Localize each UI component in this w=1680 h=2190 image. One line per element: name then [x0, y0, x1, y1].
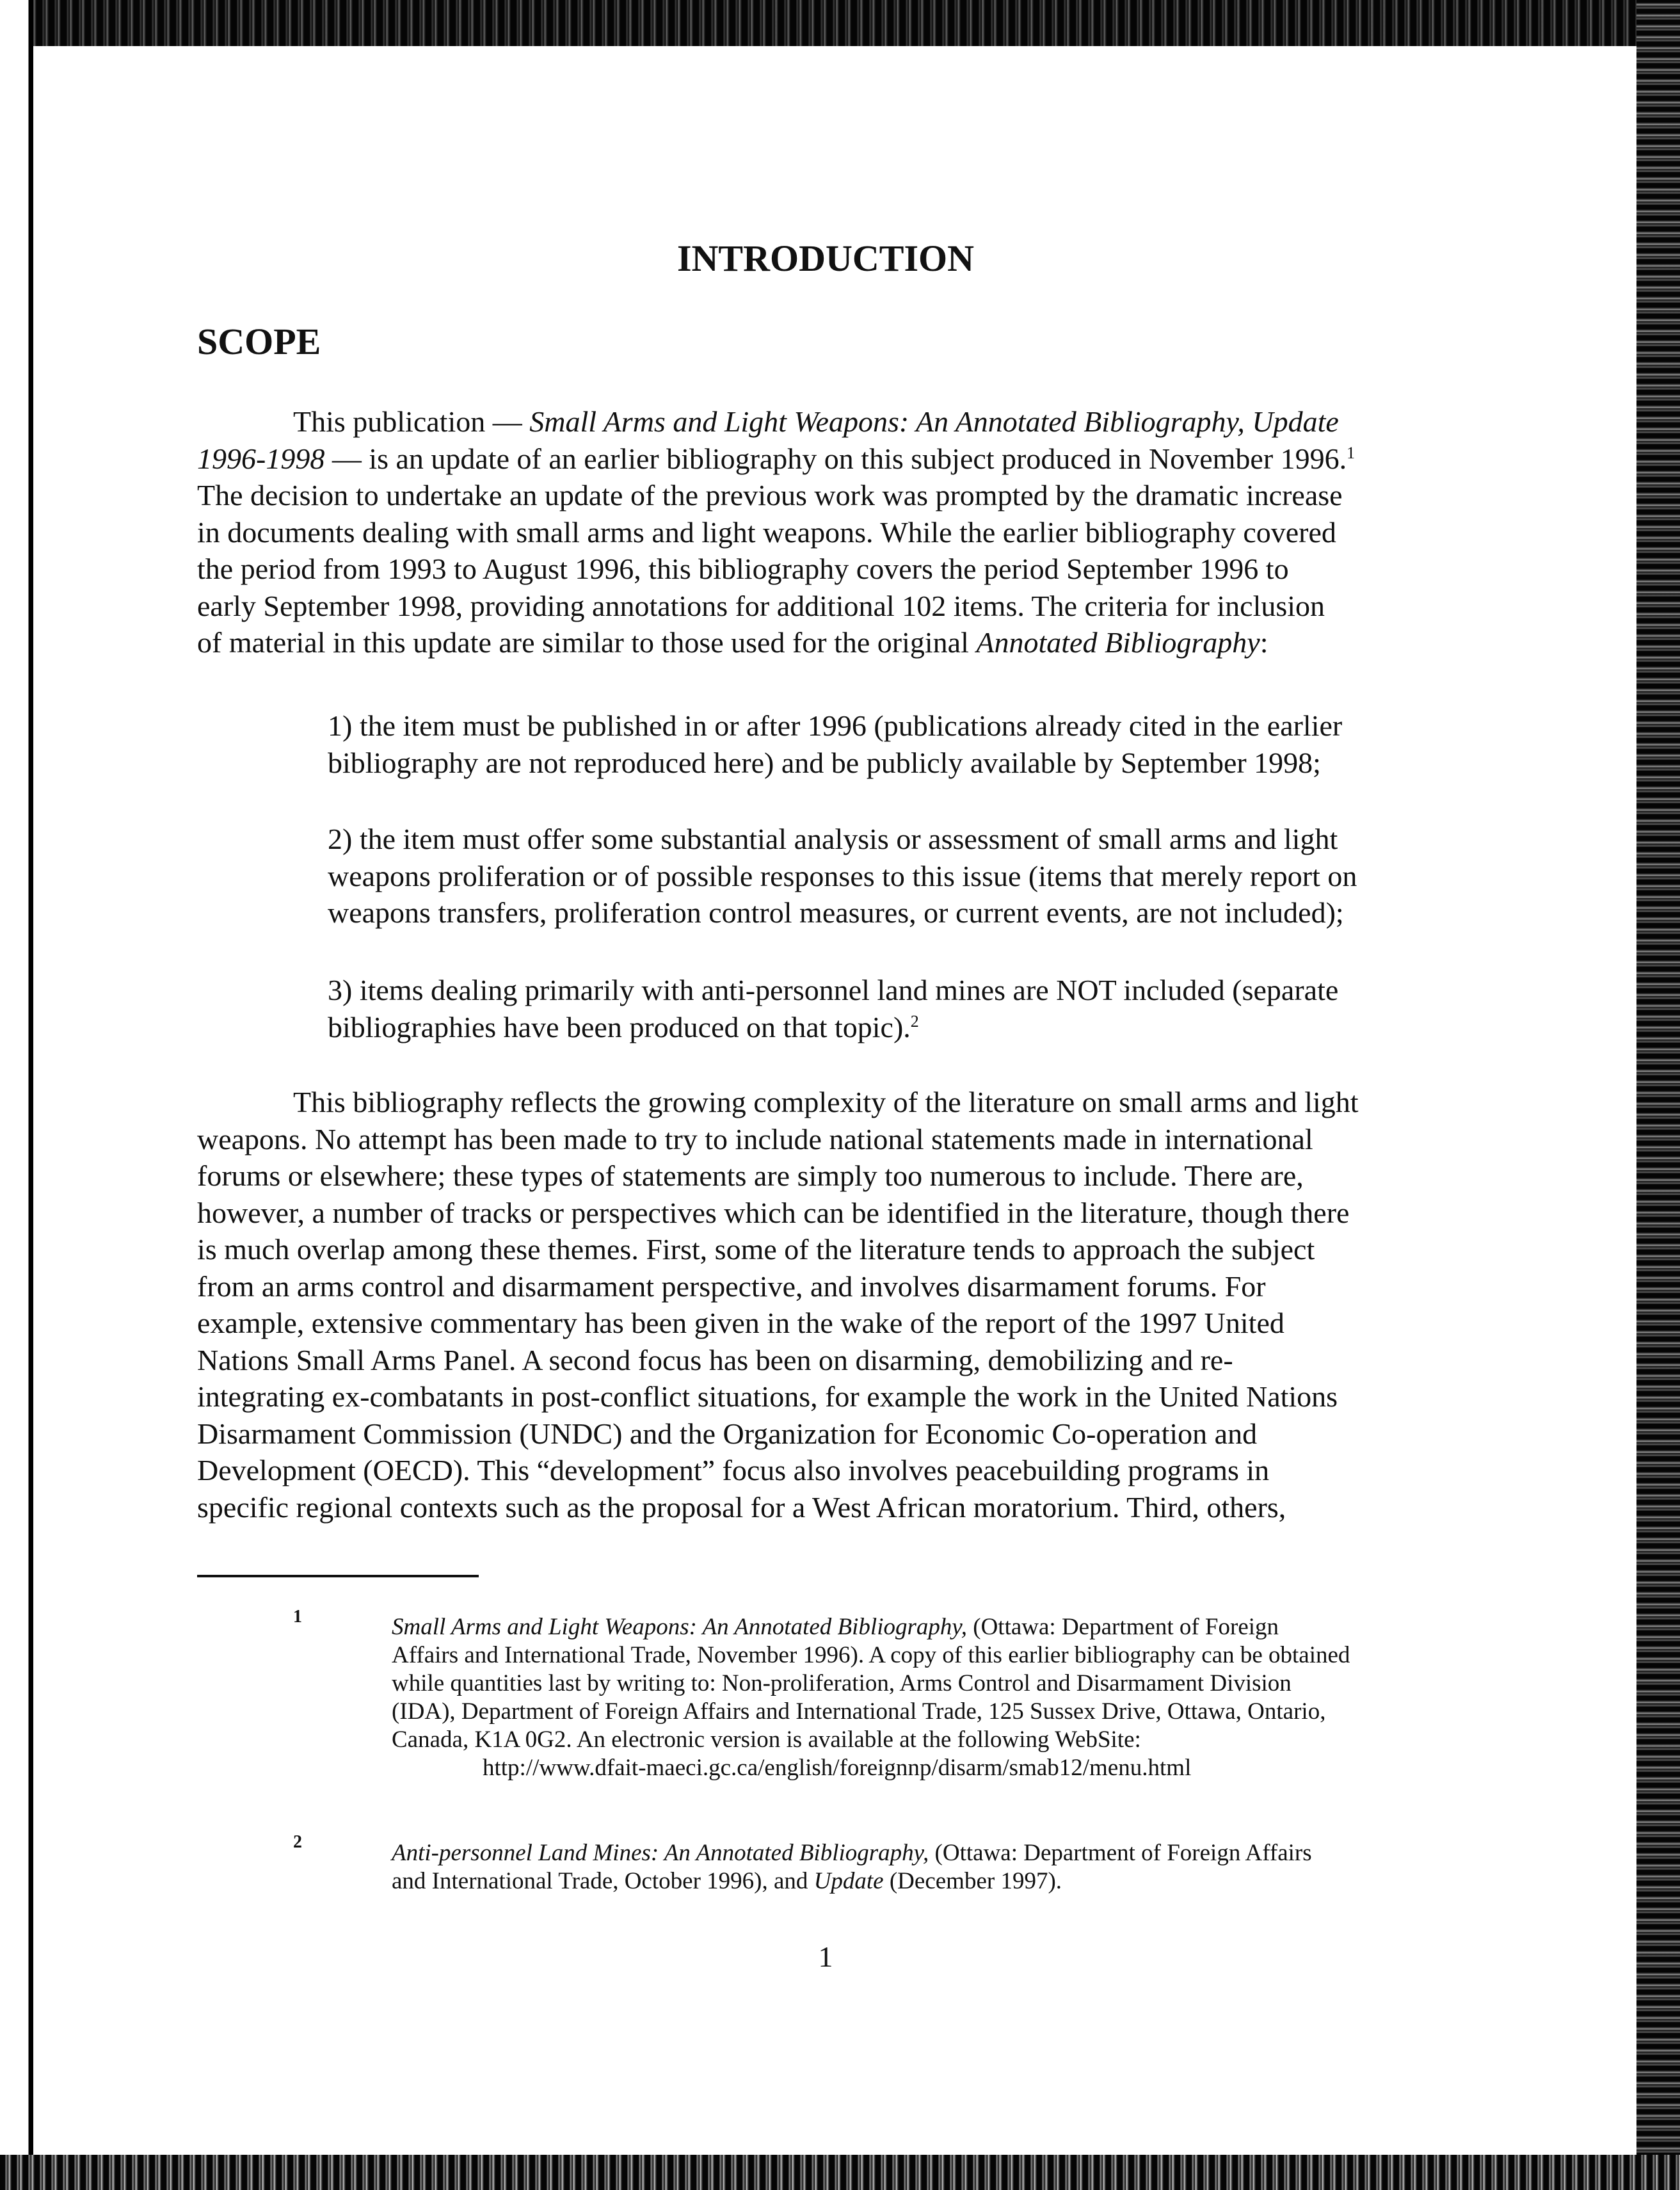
paragraph-line: however, a number of tracks or perspectives which can be identified in the literature, though there — [197, 1196, 1350, 1229]
publication-years: 1996-1998 — [197, 442, 325, 475]
paragraph-line: forums or elsewhere; these types of statements are simply too numerous to include. There are, — [197, 1159, 1304, 1192]
footnote-url[interactable]: http://www.dfait-maeci.gc.ca/english/foreignnp/disarm/smab12/menu.html — [483, 1755, 1192, 1781]
footnote-title: Anti-personnel Land Mines: An Annotated Bibliography, — [392, 1840, 929, 1866]
footnote-line: Canada, K1A 0G2. An electronic version is available at the following WebSite: — [392, 1727, 1141, 1753]
paragraph-line — [197, 440, 1355, 478]
paragraph-intro — [197, 403, 1355, 661]
paragraph-line: Nations Small Arms Panel. A second focus has been on disarming, demobilizing and re- — [197, 1343, 1233, 1376]
footnote-line — [392, 1613, 1350, 1641]
criteria-line: bibliography are not reproduced here) and be publicly available by September 1998; — [328, 746, 1321, 779]
footnote-line: (IDA), Department of Foreign Affairs and International Trade, 125 Sussex Drive, Ottawa, Ontario, — [392, 1698, 1326, 1725]
footnote-line — [392, 1839, 1312, 1867]
criteria-line — [328, 1009, 1338, 1046]
paragraph-line: in documents dealing with small arms and light weapons. While the earlier bibliography covered — [197, 515, 1336, 549]
scan-border-bottom — [0, 2155, 1680, 2190]
criteria-item-2 — [328, 821, 1357, 931]
footnote-divider — [197, 1575, 479, 1577]
paragraph-line: is much overlap among these themes. First, some of the literature tends to approach the subject — [197, 1233, 1315, 1266]
paragraph-line: The decision to undertake an update of the previous work was prompted by the dramatic increase — [197, 479, 1343, 511]
footnote-ref: 1 — [1347, 443, 1356, 462]
text-span: bibliographies have been produced on that topic). — [328, 1010, 911, 1043]
footnote-title: Small Arms and Light Weapons: An Annotated Bibliography, — [392, 1614, 968, 1640]
footnote-1 — [392, 1613, 1350, 1782]
footnote-title: Update — [813, 1868, 884, 1894]
scan-border-left — [0, 0, 33, 2190]
criteria-line: 2) the item must offer some substantial analysis or assessment of small arms and light — [328, 823, 1338, 855]
scan-border-top — [0, 0, 1680, 46]
text-span: — is an update of an earlier bibliography on this subject produced in November 1996. — [324, 442, 1347, 475]
paragraph-line — [197, 624, 1355, 661]
paragraph-line: This bibliography reflects the growing complexity of the literature on small arms and light — [293, 1086, 1359, 1118]
criteria-item-3 — [328, 972, 1338, 1045]
criteria-line: weapons proliferation or of possible responses to this issue (items that merely report on — [328, 859, 1357, 892]
paragraph-line: from an arms control and disarmament perspective, and involves disarmament forums. For — [197, 1269, 1266, 1303]
paragraph-line: Disarmament Commission (UNDC) and the Organization for Economic Co-operation and — [197, 1417, 1258, 1450]
footnote-line: Affairs and International Trade, November 1996). A copy of this earlier bibliography can be obtained — [392, 1642, 1350, 1668]
text-span: of material in this update are similar to those used for the original — [197, 626, 977, 659]
criteria-item-1 — [328, 707, 1342, 781]
paragraph-themes — [197, 1084, 1359, 1526]
page-number: 1 — [818, 1940, 833, 1973]
publication-title: Annotated Bibliography — [976, 626, 1260, 659]
text-span: (Ottawa: Department of Foreign — [967, 1614, 1279, 1640]
scan-border-right — [1636, 0, 1680, 2190]
paragraph-line: example, extensive commentary has been given in the wake of the report of the 1997 United — [197, 1307, 1284, 1339]
footnote-number: 1 — [293, 1607, 302, 1627]
text-span: This publication — — [293, 405, 530, 438]
text-span: (Ottawa: Department of Foreign Affairs — [929, 1840, 1312, 1866]
paragraph-line: integrating ex-combatants in post-conflict situations, for example the work in the United Nations — [197, 1380, 1338, 1413]
criteria-line: 3) items dealing primarily with anti-personnel land mines are NOT included (separate — [328, 974, 1339, 1006]
paragraph-line — [197, 403, 1355, 440]
text-span: and International Trade, October 1996), and — [392, 1868, 814, 1894]
section-title: SCOPE — [197, 321, 321, 362]
footnote-number: 2 — [293, 1832, 302, 1852]
criteria-line: weapons transfers, proliferation control measures, or current events, are not included); — [328, 896, 1344, 929]
footnote-2 — [392, 1839, 1312, 1896]
criteria-line: 1) the item must be published in or after 1996 (publications already cited in the earlier — [328, 709, 1343, 742]
paragraph-line: specific regional contexts such as the proposal for a West African moratorium. Third, others, — [197, 1490, 1286, 1524]
publication-title: Small Arms and Light Weapons: An Annotated Bibliography, Update — [529, 405, 1339, 438]
footnote-ref: 2 — [910, 1011, 919, 1031]
page-heading: INTRODUCTION — [676, 238, 975, 279]
paragraph-line: Development (OECD). This “development” focus also involves peacebuilding programs in — [197, 1454, 1270, 1486]
paragraph-line: early September 1998, providing annotations for additional 102 items. The criteria for inclusion — [197, 589, 1325, 622]
footnote-line: while quantities last by writing to: Non-proliferation, Arms Control and Disarmament Division — [392, 1670, 1292, 1696]
footnote-line — [392, 1867, 1312, 1896]
text-span: : — [1260, 626, 1268, 659]
paragraph-line: the period from 1993 to August 1996, this bibliography covers the period September 1996 to — [197, 552, 1289, 585]
paragraph-line: weapons. No attempt has been made to try to include national statements made in international — [197, 1122, 1313, 1155]
text-span: (December 1997). — [883, 1868, 1062, 1894]
